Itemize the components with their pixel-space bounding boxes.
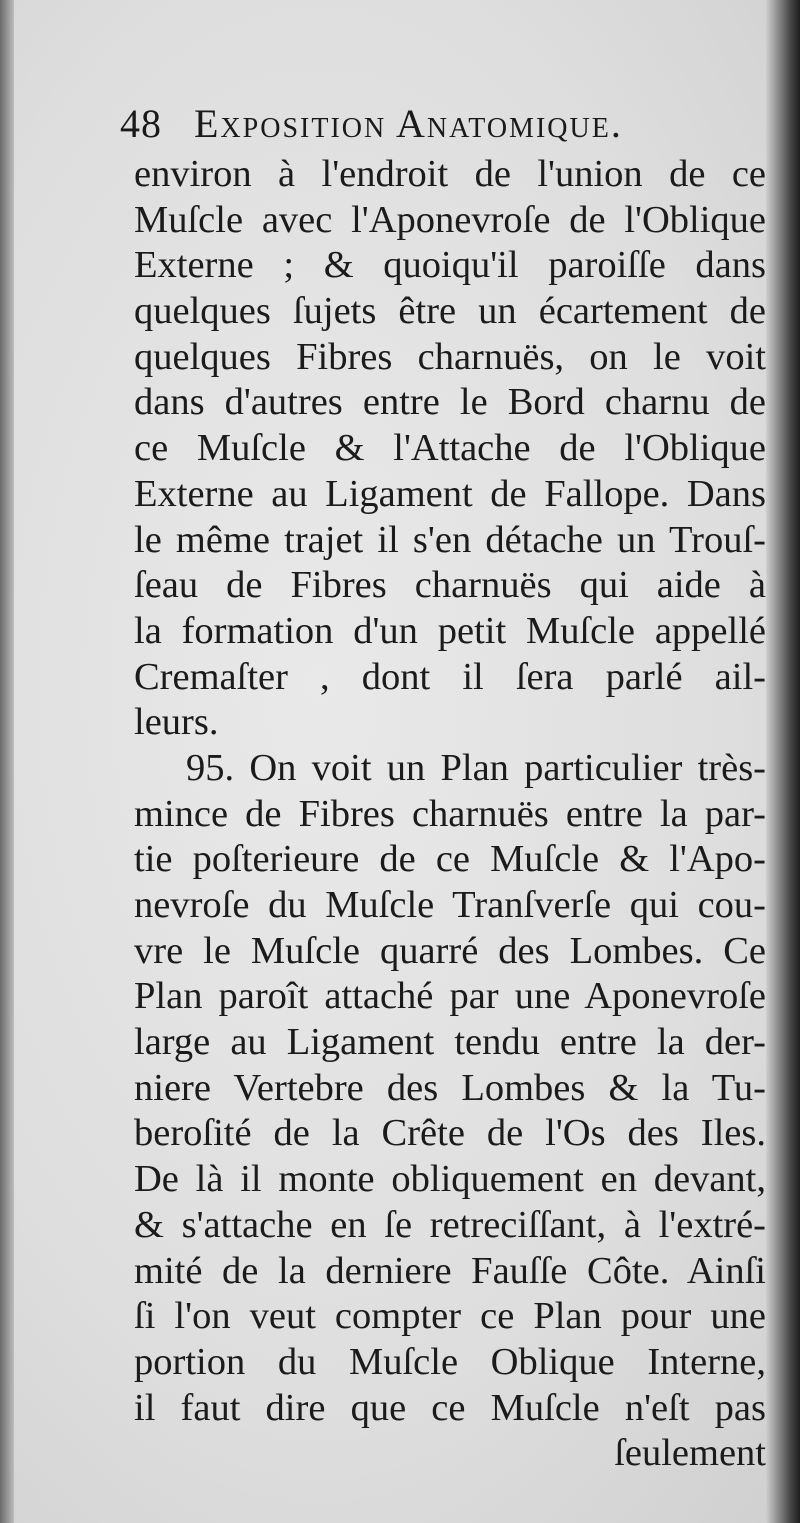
text-line: Muſcle avec l'Aponevroſe de l'Oblique: [134, 198, 766, 241]
text-line: ſeau de Fibres charnuës qui aide à: [134, 564, 766, 607]
text-line: & s'attache en ſe retreciſſant, à l'extré-: [134, 1203, 766, 1246]
text-line: il faut dire que ce Muſcle n'eſt pas: [134, 1386, 766, 1429]
text-line: ſi l'on veut compter ce Plan pour une: [134, 1295, 766, 1338]
text-line: la formation d'un petit Muſcle appellé: [134, 609, 766, 652]
body-text: [134, 152, 766, 1477]
text-line: ce Muſcle & l'Attache de l'Oblique: [134, 427, 766, 470]
text-line: niere Vertebre des Lombes & la Tu-: [134, 1066, 766, 1109]
text-line: mince de Fibres charnuës entre la par-: [134, 792, 766, 835]
text-line: vre le Muſcle quarré des Lombes. Ce: [134, 929, 766, 972]
text-line: beroſité de la Crête de l'Os des Iles.: [134, 1112, 766, 1155]
text-line: quelques ſujets être un écartement de: [134, 290, 766, 333]
text-line: environ à l'endroit de l'union de ce: [134, 153, 766, 195]
running-header: [120, 100, 770, 156]
page-gutter-shadow: [766, 0, 800, 1523]
text-line: Externe au Ligament de Fallope. Dans: [134, 472, 766, 515]
text-line: Plan paroît attaché par une Aponevroſe: [134, 975, 766, 1018]
paragraph-end-line: leurs.: [134, 701, 219, 744]
text-line: dans d'autres entre le Bord charnu de: [134, 381, 766, 424]
text-line: portion du Muſcle Oblique Interne,: [134, 1340, 766, 1383]
text-line: nevroſe du Muſcle Tranſverſe qui cou-: [134, 884, 766, 926]
text-line: De là il monte obliquement en devant,: [134, 1158, 766, 1201]
running-title: Exposition Anatomique.: [194, 101, 623, 146]
text-line: Cremaſter , dont il ſera parlé ail-: [134, 655, 766, 698]
text-line: Externe ; & quoiqu'il paroiſſe dans: [134, 244, 766, 287]
text-line: large au Ligament tendu entre la der-: [134, 1021, 766, 1064]
page-number: 48: [120, 101, 162, 146]
text-line: quelques Fibres charnuës, on le voit: [134, 335, 766, 378]
paragraph-95-first-line: 95. On voit un Plan particulier très-: [186, 746, 766, 789]
text-line: mité de la derniere Fauſſe Côte. Ainſi: [134, 1249, 766, 1292]
text-line: le même trajet il s'en détache un Trouſ-: [134, 518, 766, 561]
page-left-edge: [0, 0, 14, 1523]
catchword: ſeulement: [614, 1432, 766, 1475]
text-line: tie poſterieure de ce Muſcle & l'Apo-: [134, 838, 766, 881]
